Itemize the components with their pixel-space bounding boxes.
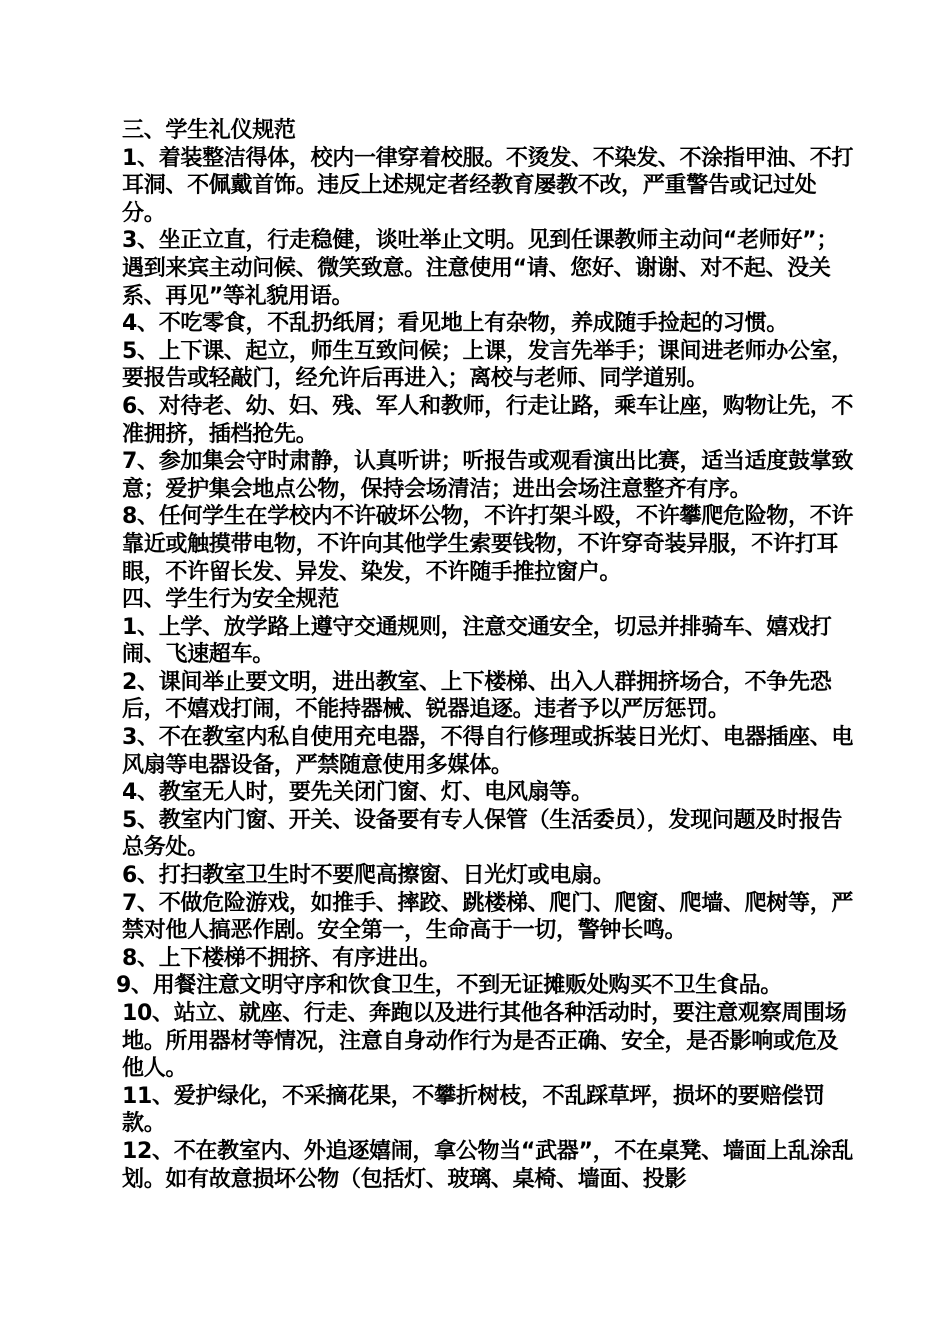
paragraph: 1、着装整洁得体，校内一律穿着校服。不烫发、不染发、不涂指甲油、不打耳洞、不佩戴首饰。违反上述规定者经教育屡教不改，严重警告或记过处分。 [122, 145, 854, 226]
document-page [116, 117, 856, 1193]
paragraph: 8、上下楼梯不拥挤、有序进出。 [122, 945, 441, 971]
paragraph: 4、教室无人时，要先关闭门窗、灯、电风扇等。 [122, 780, 593, 806]
paragraph: 6、对待老、幼、妇、残、军人和教师，行走让路，乘车让座，购物让先，不准拥挤，插档抢先。 [122, 393, 854, 447]
paragraph: 7、参加集会守时肃静，认真听讲；听报告或观看演出比赛，适当适度鼓掌致意；爱护集会地点公物，保持会场清洁；进出会场注意整齐有序。 [122, 449, 854, 502]
paragraph: 9、用餐注意文明守序和饮食卫生，不到无证摊贩处购买不卫生食品。 [116, 973, 783, 999]
paragraph: 7、不做危险游戏，如推手、摔跤、跳楼梯、爬门、爬窗、爬墙、爬树等，严禁对他人搞恶作剧。安全第一，生命高于一切，警钟长鸣。 [122, 890, 854, 944]
section-heading-etiquette: 三、学生礼仪规范 [122, 118, 296, 143]
paragraph: 4、不吃零食，不乱扔纸屑；看见地上有杂物，养成随手捡起的习惯。 [122, 311, 789, 337]
paragraph: 3、不在教室内私自使用充电器，不得自行修理或拆装日光灯、电器插座、电风扇等电器设备，严禁随意使用多媒体。 [122, 725, 854, 778]
section-heading-safety: 四、学生行为安全规范 [122, 587, 340, 613]
paragraph: 8、任何学生在学校内不许破坏公物，不许打架斗殴，不许攀爬危险物，不许靠近或触摸带电物，不许向其他学生索要钱物，不许穿奇装异服，不许打耳眼，不许留长发、异发、染发，不许随手推拉窗户。 [122, 504, 854, 585]
paragraph: 2、课间举止要文明，进出教室、上下楼梯、出入人群拥挤场合，不争先恐后，不嬉戏打闹，不能持器械、锐器追逐。违者予以严厉惩罚。 [122, 669, 832, 723]
paragraph: 3、坐正立直，行走稳健，谈吐举止文明。见到任课教师主动问“老师好”；遇到来宾主动问候、微笑致意。注意使用“请、您好、谢谢、对不起、没关系、再见”等礼貌用语。 [122, 228, 839, 309]
paragraph: 1、上学、放学路上遵守交通规则，注意交通安全，切忌并排骑车、嬉戏打闹、飞速超车。 [122, 614, 832, 668]
paragraph: 5、上下课、起立，师生互致问候；上课，发言先举手；课间进老师办公室，要报告或轻敲门，经允许后再进入；离校与老师、同学道别。 [122, 338, 854, 392]
paragraph: 12、不在教室内、外追逐嬉闹，拿公物当“武器”，不在桌凳、墙面上乱涂乱划。如有故意损坏公物（包括灯、玻璃、桌椅、墙面、投影 [122, 1138, 854, 1192]
paragraph: 10、站立、就座、行走、奔跑以及进行其他各种活动时，要注意观察周围场地。所用器材等情况，注意自身动作行为是否正确、安全，是否影响或危及他人。 [122, 1001, 847, 1082]
paragraph: 6、打扫教室卫生时不要爬高擦窗、日光灯或电扇。 [122, 863, 615, 889]
paragraph: 5、教室内门窗、开关、设备要有专人保管（生活委员），发现问题及时报告总务处。 [122, 807, 843, 861]
paragraph: 11、爱护绿化，不采摘花果，不攀折树枝，不乱踩草坪，损坏的要赔偿罚款。 [122, 1083, 825, 1137]
